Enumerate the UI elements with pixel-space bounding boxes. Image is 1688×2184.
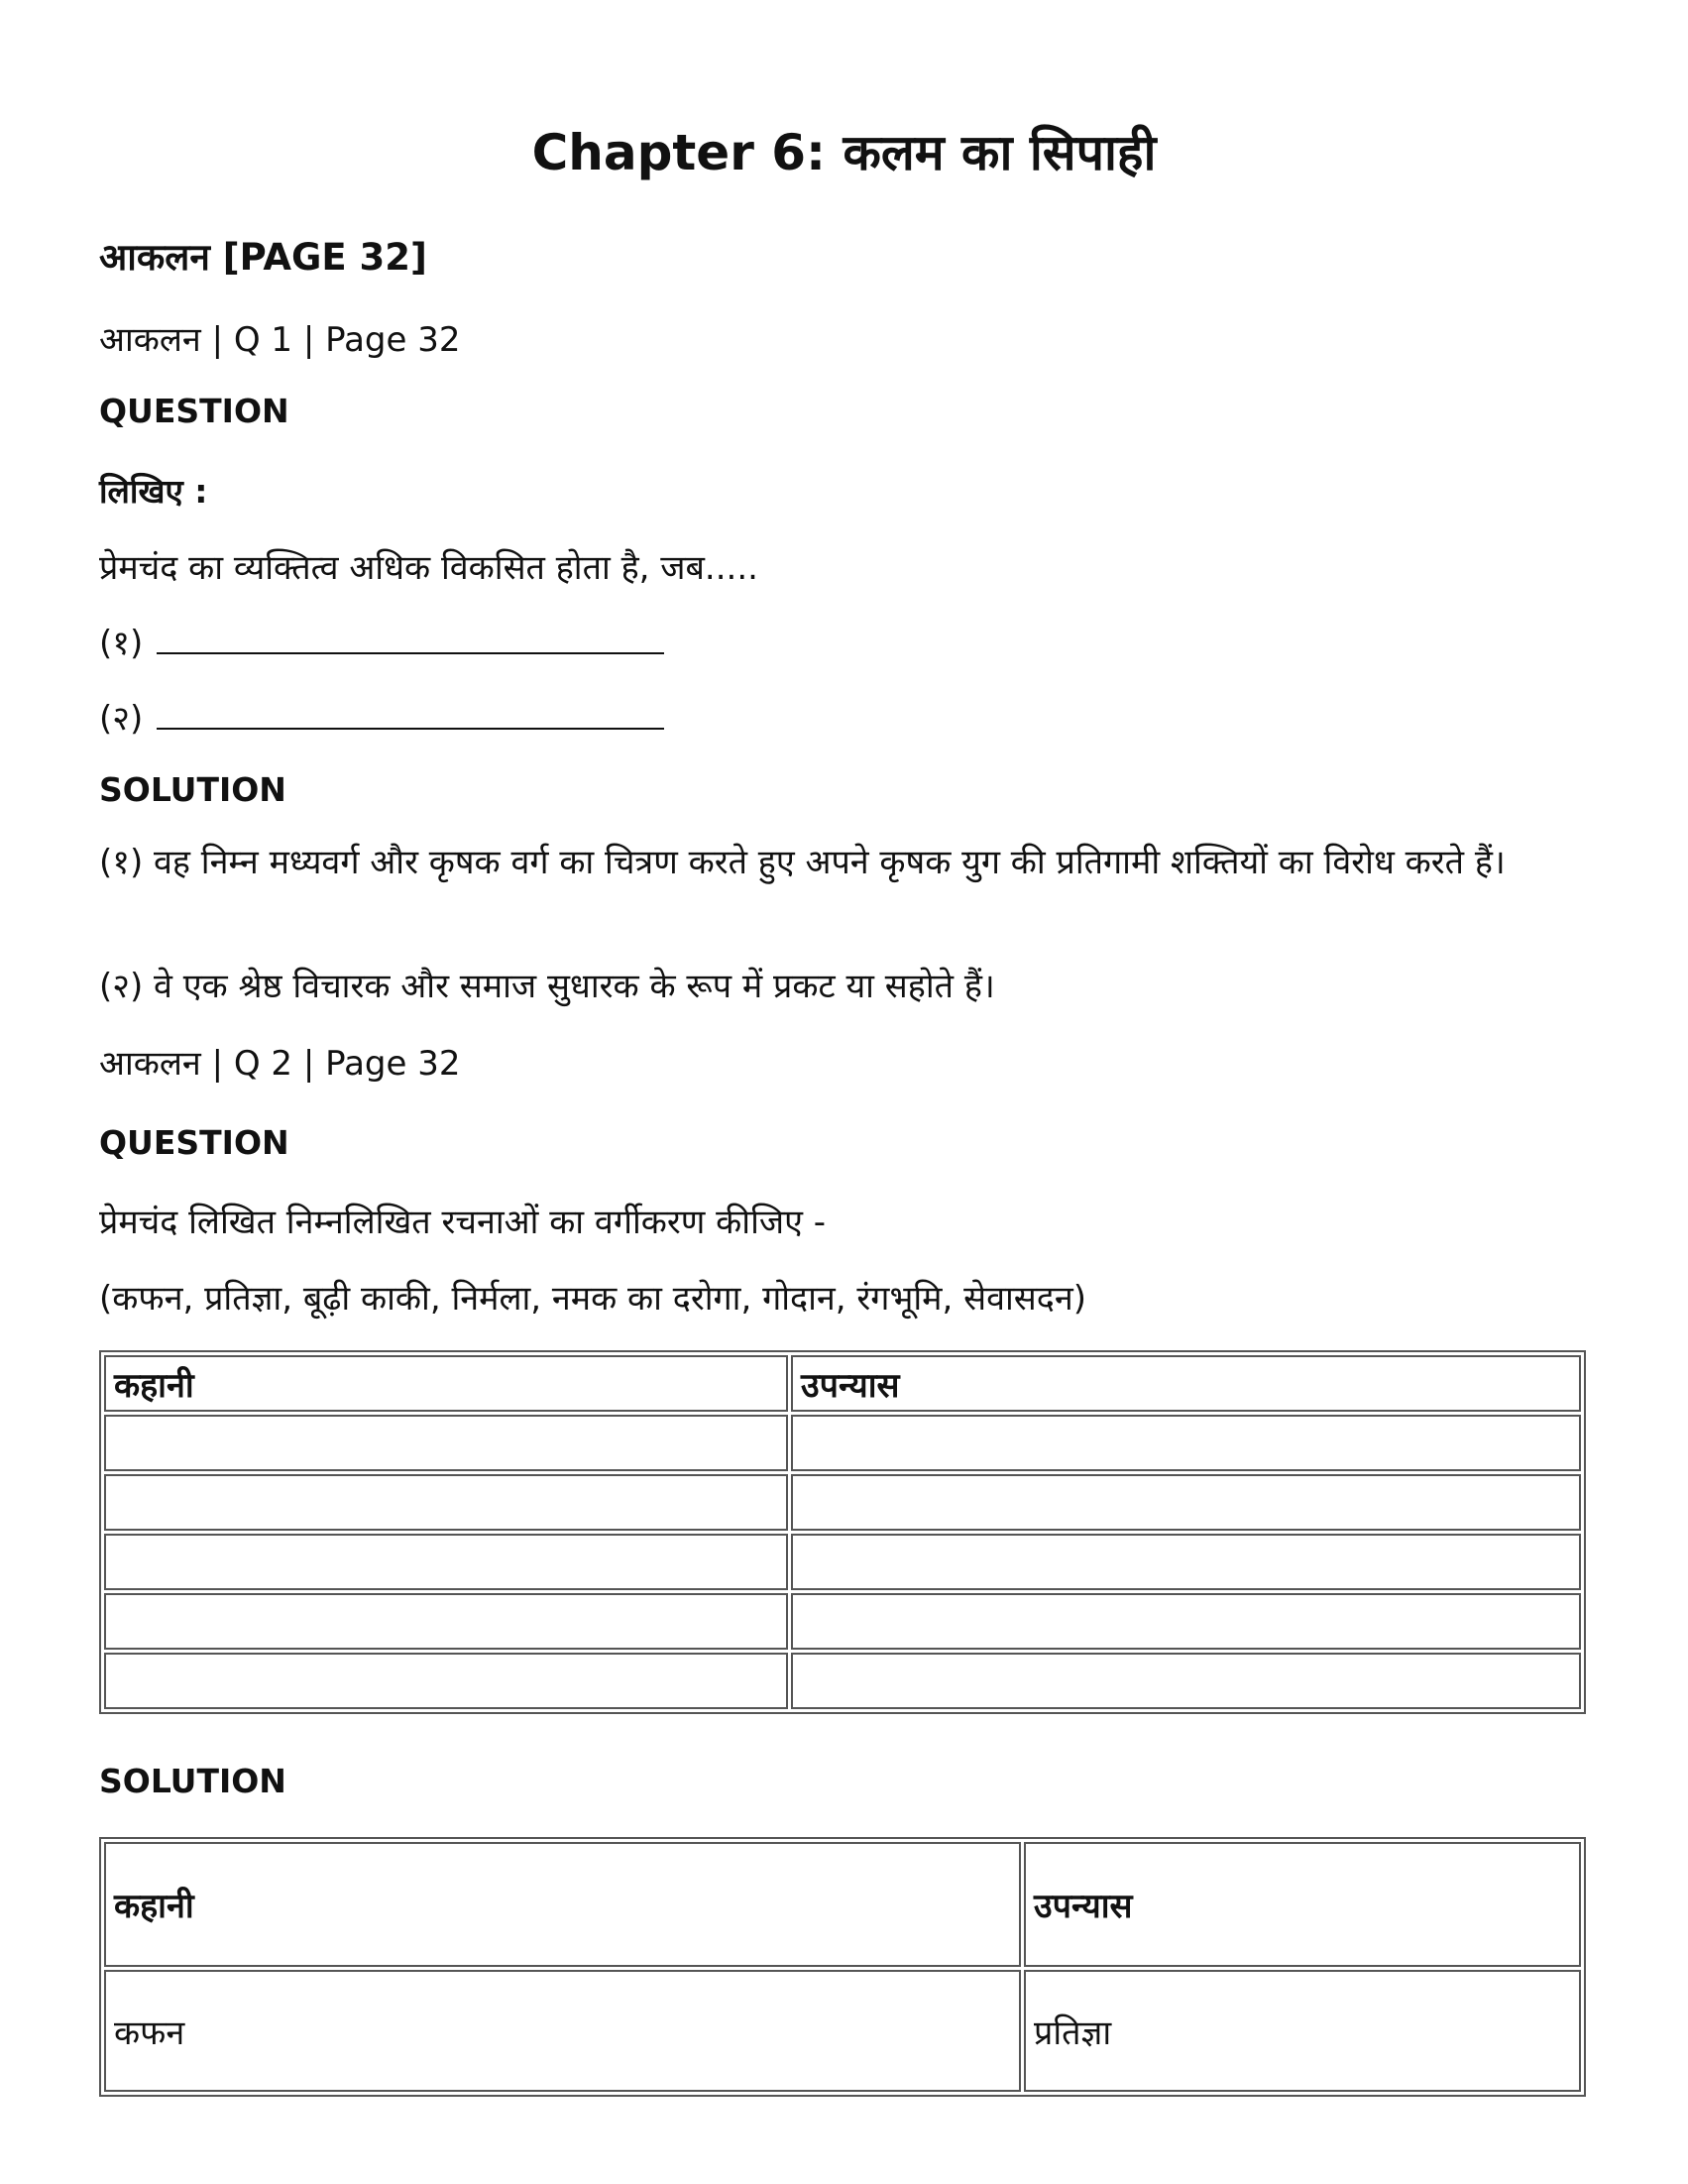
q1-blank-1 [99, 619, 664, 664]
table-row [104, 1474, 1581, 1531]
page-title: Chapter 6: कलम का सिपाही [531, 124, 1157, 181]
blank-2-line [157, 698, 664, 730]
blank-1-label: (१) [99, 624, 144, 663]
q1-prompt: प्रेमचंद का व्यक्तित्व अधिक विकसित होता है, जब..... [99, 548, 758, 588]
q2-reference: आकलन | Q 2 | Page 32 [99, 1044, 461, 1084]
blank-1-line [157, 623, 664, 654]
empty-cell [104, 1415, 788, 1471]
empty-cell [791, 1593, 1581, 1650]
empty-cell [104, 1593, 788, 1650]
q2-solution-label: SOLUTION [99, 1762, 286, 1800]
q1-answer-2: (२) वे एक श्रेष्ठ विचारक और समाज सुधारक के रूप में प्रकट या सहोते हैं। [99, 967, 995, 1006]
solution-header-story: कहानी [104, 1842, 1021, 1967]
q2-prompt: प्रेमचंद लिखित निम्नलिखित रचनाओं का वर्गीकरण कीजिए - [99, 1203, 827, 1242]
solution-header-row [104, 1842, 1581, 1967]
header-story: कहानी [104, 1355, 788, 1412]
empty-cell [791, 1474, 1581, 1531]
table-row [104, 1593, 1581, 1650]
section-heading: आकलन [PAGE 32] [99, 236, 427, 279]
q1-reference: आकलन | Q 1 | Page 32 [99, 320, 461, 360]
empty-cell [791, 1415, 1581, 1471]
solution-header-novel: उपन्यास [1024, 1842, 1581, 1967]
blank-2-label: (२) [99, 699, 144, 739]
classification-table-solution [99, 1837, 1586, 2097]
table-row [104, 1415, 1581, 1471]
empty-cell [104, 1474, 788, 1531]
classification-table-blank [99, 1350, 1586, 1714]
header-novel: उपन्यास [791, 1355, 1581, 1412]
q2-works-list: (कफन, प्रतिज्ञा, बूढ़ी काकी, निर्मला, नमक का दरोगा, गोदान, रंगभूमि, सेवासदन) [99, 1279, 1086, 1319]
empty-cell [791, 1653, 1581, 1709]
table-row [104, 1534, 1581, 1590]
table-header-row [104, 1355, 1581, 1412]
solution-story-cell: कफन [104, 1970, 1021, 2092]
q2-question-label: QUESTION [99, 1123, 289, 1162]
q1-solution-label: SOLUTION [99, 770, 286, 809]
q1-blank-2 [99, 694, 664, 740]
q1-question-label: QUESTION [99, 392, 289, 430]
empty-cell [104, 1653, 788, 1709]
table-row [104, 1970, 1581, 2092]
table-row [104, 1653, 1581, 1709]
q1-answer-1: (१) वह निम्न मध्यवर्ग और कृषक वर्ग का चित्रण करते हुए अपने कृषक युग की प्रतिगामी शक्तियों का विरोध करते हैं। [99, 843, 1506, 882]
empty-cell [791, 1534, 1581, 1590]
solution-novel-cell: प्रतिज्ञा [1024, 1970, 1581, 2092]
empty-cell [104, 1534, 788, 1590]
q1-instruction: लिखिए : [99, 472, 208, 511]
